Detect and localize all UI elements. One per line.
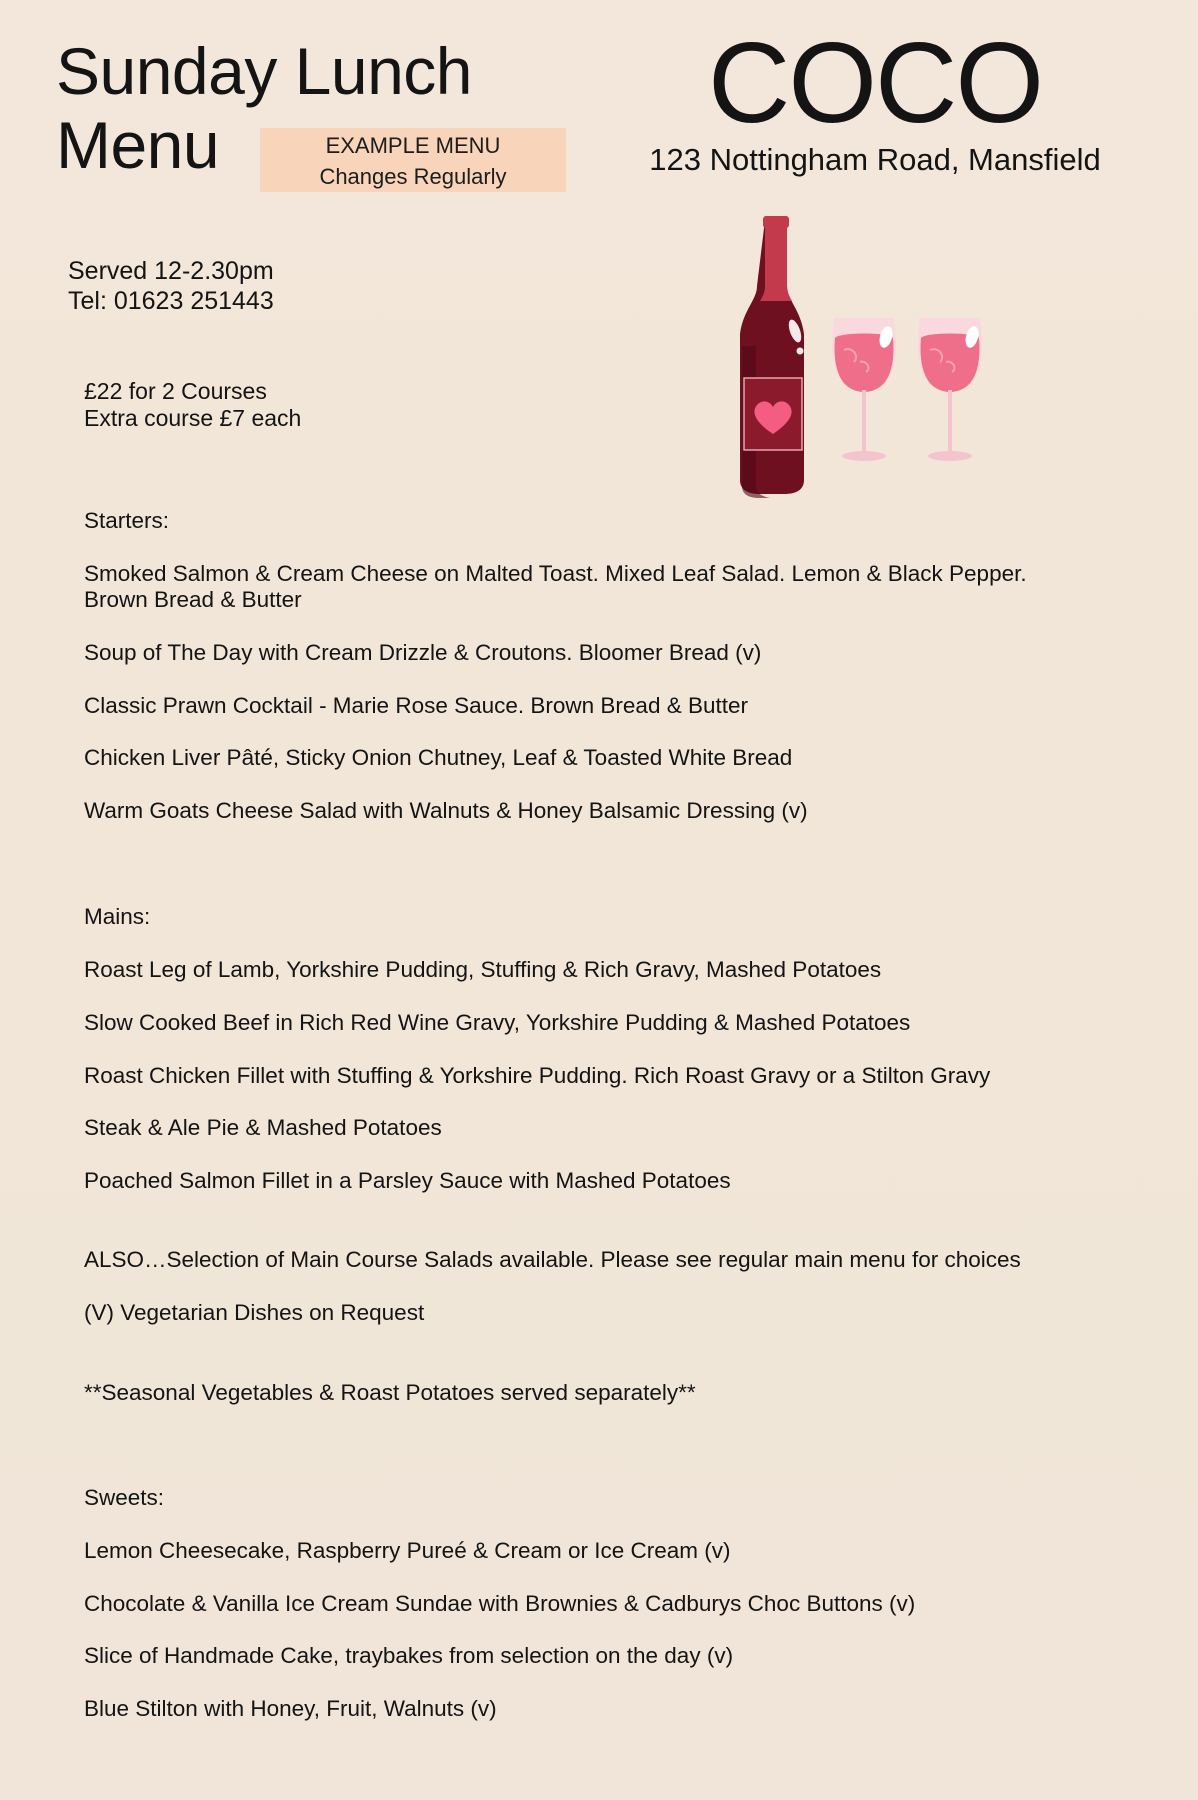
- title-line-2: Menu: [56, 108, 220, 182]
- main-item: Poached Salmon Fillet in a Parsley Sauce with Mashed Potatoes: [84, 1168, 731, 1193]
- price-extra-course: Extra course £7 each: [84, 405, 302, 431]
- starter-item: Chicken Liver Pâté, Sticky Onion Chutney, Leaf & Toasted White Bread: [84, 745, 793, 770]
- starter-item-continued: Brown Bread & Butter: [84, 587, 302, 612]
- starter-item: Warm Goats Cheese Salad with Walnuts & Honey Balsamic Dressing (v): [84, 798, 808, 823]
- telephone: Tel: 01623 251443: [68, 287, 274, 315]
- wine-glass-icon: [918, 318, 982, 461]
- main-item: Steak & Ale Pie & Mashed Potatoes: [84, 1115, 442, 1140]
- starters-heading: Starters:: [84, 508, 170, 533]
- badge-line-2: Changes Regularly: [319, 164, 507, 189]
- price-two-courses: £22 for 2 Courses: [84, 378, 267, 404]
- sweets-heading: Sweets:: [84, 1485, 165, 1510]
- main-item: Roast Chicken Fillet with Stuffing & Yorkshire Pudding. Rich Roast Gravy or a Stilton Gravy: [84, 1063, 991, 1088]
- starter-item: Soup of The Day with Cream Drizzle & Croutons. Bloomer Bread (v): [84, 640, 762, 665]
- service-info: [68, 256, 274, 316]
- wine-illustration: [720, 216, 1020, 506]
- sweet-item: Lemon Cheesecake, Raspberry Pureé & Cream or Ice Cream (v): [84, 1538, 731, 1563]
- pricing-info: [84, 378, 301, 432]
- mains-heading: Mains:: [84, 904, 151, 929]
- serving-hours: Served 12-2.30pm: [68, 257, 274, 285]
- sweet-item: Slice of Handmade Cake, traybakes from selection on the day (v): [84, 1643, 734, 1668]
- salads-note: ALSO…Selection of Main Course Salads available. Please see regular main menu for choices: [84, 1247, 1021, 1272]
- badge-line-1: EXAMPLE MENU: [325, 133, 501, 158]
- sides-note: **Seasonal Vegetables & Roast Potatoes served separately**: [84, 1380, 696, 1405]
- example-menu-badge: [260, 128, 566, 192]
- main-item: Roast Leg of Lamb, Yorkshire Pudding, Stuffing & Rich Gravy, Mashed Potatoes: [84, 957, 882, 982]
- restaurant-address: 123 Nottingham Road, Mansfield: [649, 142, 1101, 177]
- title-line-1: Sunday Lunch: [56, 34, 473, 108]
- sweet-item: Chocolate & Vanilla Ice Cream Sundae with Brownies & Cadburys Choc Buttons (v): [84, 1591, 916, 1616]
- starter-item: Classic Prawn Cocktail - Marie Rose Sauce. Brown Bread & Butter: [84, 693, 749, 718]
- main-item: Slow Cooked Beef in Rich Red Wine Gravy, Yorkshire Pudding & Mashed Potatoes: [84, 1010, 911, 1035]
- wine-glass-icon: [832, 318, 896, 461]
- wine-bottle-icon: [740, 216, 804, 498]
- restaurant-name: COCO: [708, 20, 1042, 147]
- vegetarian-note: (V) Vegetarian Dishes on Request: [84, 1300, 425, 1325]
- sweet-item: Blue Stilton with Honey, Fruit, Walnuts (v): [84, 1696, 497, 1721]
- starter-item: Smoked Salmon & Cream Cheese on Malted Toast. Mixed Leaf Salad. Lemon & Black Pepper.: [84, 561, 1027, 586]
